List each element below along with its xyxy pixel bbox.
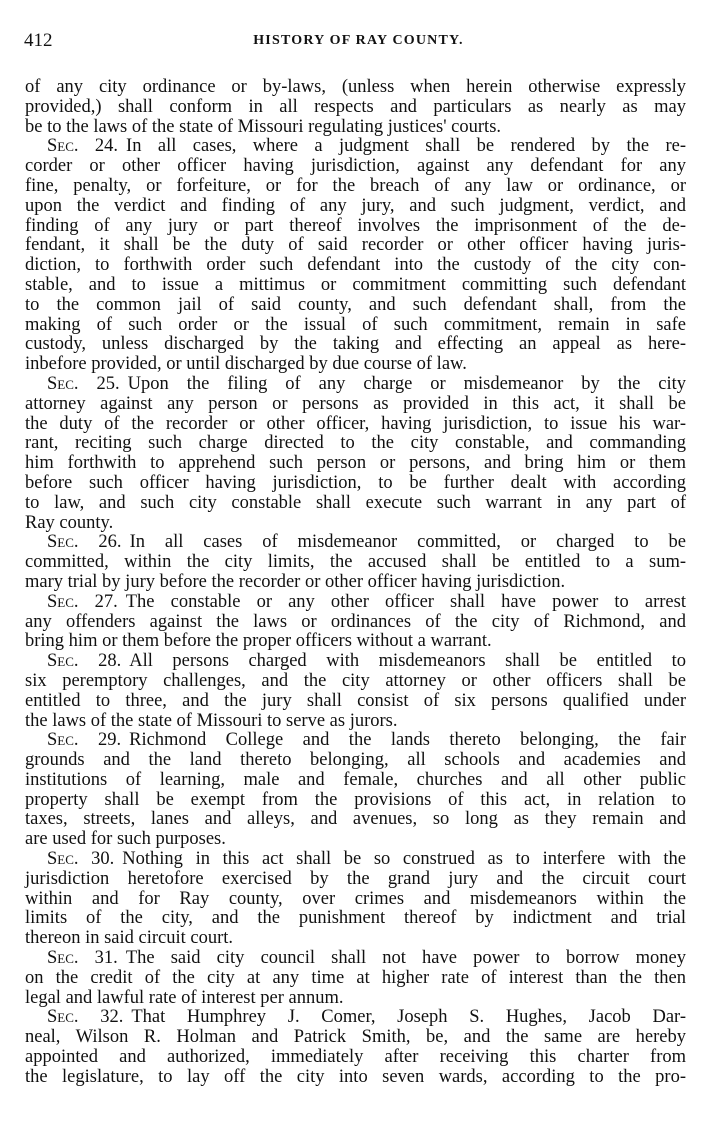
text-line — [25, 553, 686, 573]
line-text: In all cases of misdemeanor committed, or charged to be — [129, 532, 686, 553]
line-text: All persons charged with misdemeanors shall be entitled to — [129, 651, 686, 672]
text-line — [25, 78, 686, 98]
line-text: rant, reciting such charge directed to the city constable, and commanding — [25, 433, 686, 454]
section-paragraph — [25, 1008, 686, 1087]
text-line — [25, 1048, 686, 1068]
line-text: Ray county. — [25, 512, 114, 533]
line-text: The said city council shall not have power to borrow money — [125, 948, 686, 969]
line-text: are used for such purposes. — [25, 829, 226, 850]
page-number: 412 — [24, 30, 53, 51]
section-paragraph — [25, 652, 686, 731]
text-line — [25, 751, 686, 771]
line-text: making of such order or the issual of such commitment, remain in safe — [25, 314, 686, 335]
text-line — [25, 157, 686, 177]
line-text: the laws of the state of Missouri to serve as jurors. — [25, 710, 398, 731]
line-text: attorney against any person or persons as provided in this act, it shall be — [25, 393, 686, 414]
line-text: Nothing in this act shall be so construed as to interfere with the — [122, 849, 686, 870]
text-line — [25, 236, 686, 256]
section-paragraph — [25, 731, 686, 850]
line-text: six peremptory challenges, and the city attorney or other officers shall be — [25, 670, 686, 691]
line-text: neal, Wilson R. Holman and Patrick Smith, be, and the same are hereby — [25, 1027, 686, 1048]
line-text: provided,) shall conform in all respects and particulars as nearly as may — [25, 96, 686, 117]
line-text: thereon in said circuit court. — [25, 928, 234, 949]
line-text: corder or other officer having jurisdiction, against any defendant for any — [25, 156, 686, 177]
text-line — [25, 672, 686, 692]
text-line — [25, 434, 686, 454]
section-paragraph — [25, 137, 686, 375]
text-line — [25, 118, 686, 138]
line-text: In all cases, where a judgment shall be rendered by the re- — [126, 136, 686, 157]
text-line — [25, 771, 686, 791]
text-line — [25, 316, 686, 336]
page-body — [25, 78, 686, 1088]
line-text: before such officer having jurisdiction, to be further dealt with according — [25, 472, 686, 493]
section-paragraph — [25, 850, 686, 949]
text-line — [25, 514, 686, 534]
section-paragraph — [25, 375, 686, 533]
line-text: That Humphrey J. Comer, Joseph S. Hughes, Jacob Dar- — [131, 1007, 686, 1028]
text-line — [25, 791, 686, 811]
text-line — [25, 632, 686, 652]
line-text: any offenders against the laws or ordinances of the city of Richmond, and — [25, 611, 686, 632]
line-text: appointed and authorized, immediately after receiving this charter from — [25, 1047, 686, 1068]
line-text: inbefore provided, or until discharged by due course of law. — [25, 354, 467, 375]
text-line — [25, 533, 686, 553]
line-text: Upon the filing of any charge or misdemeanor by the city — [127, 373, 687, 394]
section-paragraph — [25, 533, 686, 592]
line-text: be to the laws of the state of Missouri regulating justices' courts. — [25, 116, 502, 137]
section-label: Sec. 32. — [47, 1007, 124, 1028]
line-text: finding of any jury or part thereof involves the imprisonment of the de- — [25, 215, 686, 236]
line-text: fine, penalty, or forfeiture, or for the breach of any law or ordinance, or — [25, 175, 686, 196]
text-line — [25, 692, 686, 712]
text-line — [25, 494, 686, 514]
continued-paragraph — [25, 78, 686, 137]
text-line — [25, 909, 686, 929]
text-line — [25, 177, 686, 197]
section-label: Sec. 26. — [47, 532, 122, 553]
text-line — [25, 395, 686, 415]
text-line — [25, 593, 686, 613]
line-text: to law, and such city constable shall execute such warrant in any part of — [25, 492, 686, 513]
section-label: Sec. 29. — [47, 730, 122, 751]
text-line — [25, 98, 686, 118]
line-text: legal and lawful rate of interest per annum. — [25, 987, 344, 1008]
text-line — [25, 415, 686, 435]
text-line — [25, 217, 686, 237]
text-line — [25, 989, 686, 1009]
line-text: committed, within the city limits, the accused shall be entitled to a sum- — [25, 552, 686, 573]
section-label: Sec. 30. — [47, 849, 115, 870]
text-line — [25, 454, 686, 474]
text-line — [25, 949, 686, 969]
section-label: Sec. 24. — [47, 136, 119, 157]
line-text: jurisdiction heretofore exercised by the grand jury and the circuit court — [25, 868, 686, 889]
section-label: Sec. 28. — [47, 651, 122, 672]
line-text: entitled to three, and the jury shall consist of six persons qualified under — [25, 690, 686, 711]
text-line — [25, 137, 686, 157]
section-label: Sec. 31. — [47, 948, 118, 969]
line-text: him forthwith to apprehend such person or persons, and bring him or them — [25, 453, 686, 474]
text-line — [25, 731, 686, 751]
line-text: bring him or them before the proper officers without a warrant. — [25, 631, 492, 652]
line-text: the duty of the recorder or other officer, having jurisdiction, to issue his war- — [25, 413, 686, 434]
text-line — [25, 712, 686, 732]
section-paragraph — [25, 593, 686, 652]
line-text: the legislature, to lay off the city into seven wards, according to the pro- — [25, 1066, 686, 1087]
section-paragraph — [25, 949, 686, 1008]
text-line — [25, 830, 686, 850]
running-title: HISTORY OF RAY COUNTY. — [253, 33, 464, 48]
text-line — [25, 573, 686, 593]
line-text: on the credit of the city at any time at higher rate of interest than the then — [25, 967, 686, 988]
line-text: diction, to forthwith order such defendant into the custody of the city con- — [25, 255, 686, 276]
line-text: institutions of learning, male and female, churches and all other public — [25, 769, 686, 790]
line-text: upon the verdict and finding of any jury, and such judgment, verdict, and — [25, 195, 686, 216]
text-line — [25, 335, 686, 355]
text-line — [25, 197, 686, 217]
text-line — [25, 870, 686, 890]
text-line — [25, 929, 686, 949]
text-line — [25, 375, 686, 395]
line-text: of any city ordinance or by-laws, (unless when herein otherwise expressly — [25, 77, 686, 97]
line-text: Richmond College and the lands thereto belonging, the fair — [129, 730, 686, 751]
line-text: The constable or any other officer shall have power to arrest — [125, 591, 686, 612]
text-line — [25, 276, 686, 296]
text-line — [25, 256, 686, 276]
line-text: stable, and to issue a mittimus or commitment committing such defendant — [25, 274, 686, 295]
line-text: custody, unless discharged by the taking and effecting an appeal as here- — [25, 334, 686, 355]
line-text: property shall be exempt from the provisions of this act, in relation to — [25, 789, 686, 810]
line-text: taxes, streets, lanes and alleys, and avenues, so long as they remain and — [25, 809, 686, 830]
text-line — [25, 810, 686, 830]
text-line — [25, 1068, 686, 1088]
line-text: grounds and the land thereto belonging, all schools and academies and — [25, 750, 686, 771]
line-text: mary trial by jury before the recorder or other officer having jurisdiction. — [25, 571, 566, 592]
line-text: within and for Ray county, over crimes and misdemeanors within the — [25, 888, 686, 909]
text-line — [25, 355, 686, 375]
section-label: Sec. 25. — [47, 373, 120, 394]
text-line — [25, 1008, 686, 1028]
text-line — [25, 296, 686, 316]
text-line — [25, 1028, 686, 1048]
text-line — [25, 890, 686, 910]
line-text: fendant, it shall be the duty of said recorder or other officer having juris- — [25, 235, 686, 256]
text-line — [25, 652, 686, 672]
text-line — [25, 969, 686, 989]
text-line — [25, 474, 686, 494]
text-line — [25, 613, 686, 633]
text-line — [25, 850, 686, 870]
line-text: to the common jail of said county, and such defendant shall, from the — [25, 294, 686, 315]
line-text: limits of the city, and the punishment thereof by indictment and trial — [25, 908, 686, 929]
section-label: Sec. 27. — [47, 591, 118, 612]
